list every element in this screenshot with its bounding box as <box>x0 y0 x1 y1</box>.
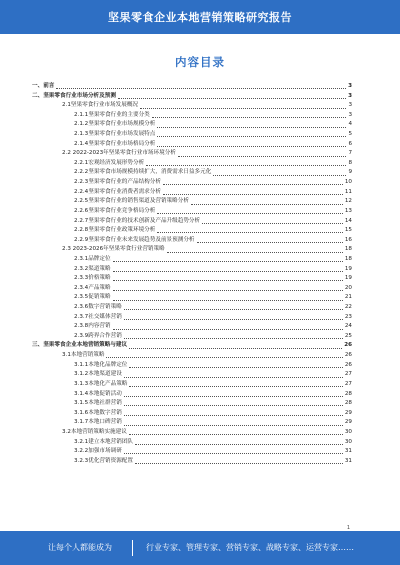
toc-entry[interactable] <box>32 149 352 159</box>
header-bar <box>0 0 400 34</box>
toc-entry-label: 2.2.4坚果零食行业消费者需求分析 <box>74 188 161 195</box>
toc-leader-dots <box>157 127 346 128</box>
toc-entry[interactable] <box>32 293 352 303</box>
toc-leader-dots <box>197 242 343 243</box>
toc-entry-page: 27 <box>344 371 352 378</box>
toc-entry[interactable] <box>32 197 352 207</box>
toc-entry[interactable] <box>32 361 352 371</box>
toc-leader-dots <box>56 88 346 89</box>
toc-entry[interactable] <box>32 82 352 92</box>
toc-entry-label: 3.1.6本地数字营销 <box>74 409 122 416</box>
toc-entry-label: 2.1.1坚果零食行业的主要分类 <box>74 111 150 118</box>
toc-entry-page: 21 <box>344 294 352 301</box>
toc-entry-label: 2.3.6数字营销策略 <box>74 304 122 311</box>
toc-entry[interactable] <box>32 236 352 246</box>
toc-entry[interactable] <box>32 265 352 275</box>
toc-entry[interactable] <box>32 418 352 428</box>
toc-entry-label: 3.1.3本地化产品策略 <box>74 380 128 387</box>
toc-leader-dots <box>157 232 343 233</box>
toc-leader-dots <box>106 357 342 358</box>
toc-entry[interactable] <box>32 245 352 255</box>
toc-entry-page: 18 <box>344 246 352 253</box>
footer-bar <box>0 531 400 565</box>
toc-leader-dots <box>113 300 343 301</box>
toc-leader-dots <box>113 271 343 272</box>
toc-entry[interactable] <box>32 120 352 130</box>
toc-entry-page: 8 <box>348 159 352 166</box>
toc-entry[interactable] <box>32 438 352 448</box>
toc-entry-page: 25 <box>344 332 352 339</box>
toc-leader-dots <box>129 348 342 349</box>
toc-entry[interactable] <box>32 207 352 217</box>
toc-leader-dots <box>124 425 343 426</box>
toc-entry-page: 19 <box>344 275 352 282</box>
toc-leader-dots <box>124 405 343 406</box>
toc-entry-page: 29 <box>344 409 352 416</box>
toc-leader-dots <box>178 156 347 157</box>
toc-entry-label: 2.2.1宏观经济发展形势分析 <box>74 159 145 166</box>
toc-entry-label: 2.3 2023-2026年坚果零食行业营销策略 <box>62 246 165 253</box>
toc-leader-dots <box>124 453 343 454</box>
toc-entry[interactable] <box>32 168 352 178</box>
toc-entry-label: 3.1.2本地渠道建设 <box>74 371 122 378</box>
page-number-text: 1 <box>346 525 350 531</box>
toc-leader-dots <box>202 223 343 224</box>
toc-entry-page: 30 <box>344 438 352 445</box>
toc-entry[interactable] <box>32 226 352 236</box>
toc-leader-dots <box>152 117 347 118</box>
toc-entry[interactable] <box>32 313 352 323</box>
toc-entry-label: 2.3.8内容营销 <box>74 323 111 330</box>
toc-entry[interactable] <box>32 255 352 265</box>
toc-leader-dots <box>118 98 346 99</box>
toc-leader-dots <box>124 309 343 310</box>
toc-entry-label: 2.1.2坚果零食行业市场规模分析 <box>74 121 156 128</box>
toc-entry-label: 2.3.7社交媒体营销 <box>74 313 122 320</box>
toc-entry[interactable] <box>32 101 352 111</box>
toc-entry-page: 14 <box>344 217 352 224</box>
toc-leader-dots <box>113 280 343 281</box>
toc-entry-page: 31 <box>344 457 352 464</box>
toc-entry-page: 3 <box>348 102 352 109</box>
toc-entry-page: 19 <box>344 265 352 272</box>
toc-leader-dots <box>113 329 343 330</box>
toc-entry[interactable] <box>32 457 352 467</box>
toc-entry[interactable] <box>32 188 352 198</box>
toc-entry-label: 3.1本地营销策略 <box>62 352 105 359</box>
toc-entry-label: 2.1.4坚果零食行业市场格局分析 <box>74 140 156 147</box>
toc-entry-page: 23 <box>344 313 352 320</box>
toc-entry-label: 3.2.3优化营销资源配置 <box>74 457 133 464</box>
toc-leader-dots <box>163 184 343 185</box>
toc-leader-dots <box>124 338 343 339</box>
toc-entry-label: 2.2.3坚果零食行业的产品结构分析 <box>74 179 161 186</box>
toc-entry-label: 2.3.4产品策略 <box>74 284 111 291</box>
toc-entry[interactable] <box>32 140 352 150</box>
toc-entry-label: 2.2.2坚果零食市场规模持续扩大，消费需求日益多元化 <box>74 169 212 176</box>
toc-entry[interactable] <box>32 428 352 438</box>
toc-entry-label: 2.3.3价格策略 <box>74 275 111 282</box>
toc-entry-label: 2.2.8坚果零食行业政策环境分析 <box>74 227 156 234</box>
toc-entry-label: 2.3.9跨界合作营销 <box>74 332 122 339</box>
toc-entry-label: 2.1.3坚果零食行业市场发展特点 <box>74 131 156 138</box>
toc-entry-label: 3.1.5本地社群营销 <box>74 400 122 407</box>
toc-leader-dots <box>129 367 342 368</box>
toc-entry-page: 10 <box>344 179 352 186</box>
toc-entry-page: 6 <box>348 140 352 147</box>
toc-entry[interactable] <box>32 409 352 419</box>
toc-entry-label: 2.2.7坚果零食行业的技术创新及产品升级趋势分析 <box>74 217 201 224</box>
toc-entry-page: 28 <box>344 400 352 407</box>
toc-entry-label: 3.2.2加强市场调研 <box>74 448 122 455</box>
toc-entry-label: 3.1.4本地促销活动 <box>74 390 122 397</box>
toc-entry-page: 15 <box>344 227 352 234</box>
toc-entry-label: 3.2本地营销策略实施建议 <box>62 428 127 435</box>
toc-entry-page: 3 <box>348 92 352 99</box>
toc-entry-label: 2.2.6坚果零食行业竞争格局分析 <box>74 207 156 214</box>
toc-leader-dots <box>135 444 343 445</box>
toc-entry-label: 2.2.9坚果零食行业未来发展趋势及前景预测分析 <box>74 236 195 243</box>
toc-entry[interactable] <box>32 274 352 284</box>
toc-leader-dots <box>157 136 346 137</box>
toc-entry[interactable] <box>32 370 352 380</box>
toc-entry-page: 26 <box>344 342 352 349</box>
toc-leader-dots <box>113 290 343 291</box>
toc-entry[interactable] <box>32 130 352 140</box>
toc-entry-label: 一、前言 <box>32 83 55 89</box>
toc-leader-dots <box>140 108 346 109</box>
footer-roles: 行业专家、管理专家、营销专家、战略专家、运营专家…… <box>146 543 354 552</box>
toc-leader-dots <box>213 175 346 176</box>
toc-entry-label: 2.3.1品牌定位 <box>74 255 111 262</box>
toc-entry[interactable] <box>32 332 352 342</box>
toc-entry-label: 2.1坚果零食行业市场发展概况 <box>62 102 139 109</box>
toc-entry-label: 二、坚果零食行业市场分析及预测 <box>32 92 116 99</box>
toc-heading: 内容目录 <box>175 55 225 69</box>
toc-entry[interactable] <box>32 217 352 227</box>
toc-entry-page: 18 <box>344 255 352 262</box>
toc-entry-page: 30 <box>344 428 352 435</box>
toc-entry-label: 三、坚果零食企业本地营销策略与建议 <box>32 342 128 349</box>
footer-divider <box>132 540 133 556</box>
toc-entry[interactable] <box>32 322 352 332</box>
toc-entry-page: 16 <box>344 236 352 243</box>
toc-entry[interactable] <box>32 341 352 351</box>
table-of-contents <box>32 82 352 466</box>
toc-entry-page: 9 <box>348 169 352 176</box>
toc-leader-dots <box>129 434 343 435</box>
toc-entry[interactable] <box>32 178 352 188</box>
toc-entry-label: 2.3.5促销策略 <box>74 294 111 301</box>
toc-entry[interactable] <box>32 159 352 169</box>
toc-leader-dots <box>146 165 346 166</box>
toc-entry-page: 29 <box>344 419 352 426</box>
toc-leader-dots <box>157 146 346 147</box>
toc-entry[interactable] <box>32 380 352 390</box>
toc-entry-page: 26 <box>344 352 352 359</box>
toc-leader-dots <box>135 463 343 464</box>
toc-entry-page: 5 <box>348 131 352 138</box>
toc-entry-page: 12 <box>344 198 352 205</box>
toc-leader-dots <box>124 415 343 416</box>
toc-entry-page: 11 <box>344 188 352 195</box>
toc-entry[interactable] <box>32 351 352 361</box>
toc-entry-label: 3.1.7本地口碑营销 <box>74 419 122 426</box>
toc-leader-dots <box>167 252 343 253</box>
toc-entry-page: 31 <box>344 448 352 455</box>
toc-entry-page: 27 <box>344 380 352 387</box>
toc-entry[interactable] <box>32 303 352 313</box>
toc-leader-dots <box>124 396 343 397</box>
toc-entry[interactable] <box>32 92 352 102</box>
toc-entry-page: 4 <box>348 121 352 128</box>
toc-leader-dots <box>113 261 343 262</box>
toc-entry-label: 2.2.5坚果零食行业的销售渠道及营销策略分析 <box>74 198 189 205</box>
toc-entry-page: 28 <box>344 390 352 397</box>
toc-entry-label: 2.3.2渠道策略 <box>74 265 111 272</box>
toc-leader-dots <box>129 386 342 387</box>
toc-entry-page: 13 <box>344 207 352 214</box>
toc-entry[interactable] <box>32 390 352 400</box>
toc-entry-page: 3 <box>348 111 352 118</box>
toc-entry-page: 22 <box>344 304 352 311</box>
toc-leader-dots <box>163 194 343 195</box>
toc-entry-page: 20 <box>344 284 352 291</box>
toc-entry[interactable] <box>32 284 352 294</box>
toc-leader-dots <box>157 213 343 214</box>
toc-leader-dots <box>191 204 343 205</box>
toc-entry-page: 26 <box>344 361 352 368</box>
toc-entry[interactable] <box>32 447 352 457</box>
toc-entry-page: 24 <box>344 323 352 330</box>
footer-slogan: 让每个人都能成为 <box>48 543 112 552</box>
toc-entry[interactable] <box>32 111 352 121</box>
toc-entry-page: 7 <box>348 150 352 157</box>
toc-leader-dots <box>124 377 343 378</box>
toc-leader-dots <box>124 319 343 320</box>
report-title: 坚果零食企业本地营销策略研究报告 <box>108 11 292 24</box>
toc-entry-label: 3.2.1建立本地营销团队 <box>74 438 133 445</box>
toc-entry-label: 3.1.1本地化品牌定位 <box>74 361 128 368</box>
toc-entry-page: 3 <box>348 83 352 89</box>
toc-entry[interactable] <box>32 399 352 409</box>
toc-entry-label: 2.2 2022-2023年坚果零食行业市场环境分析 <box>62 150 176 157</box>
